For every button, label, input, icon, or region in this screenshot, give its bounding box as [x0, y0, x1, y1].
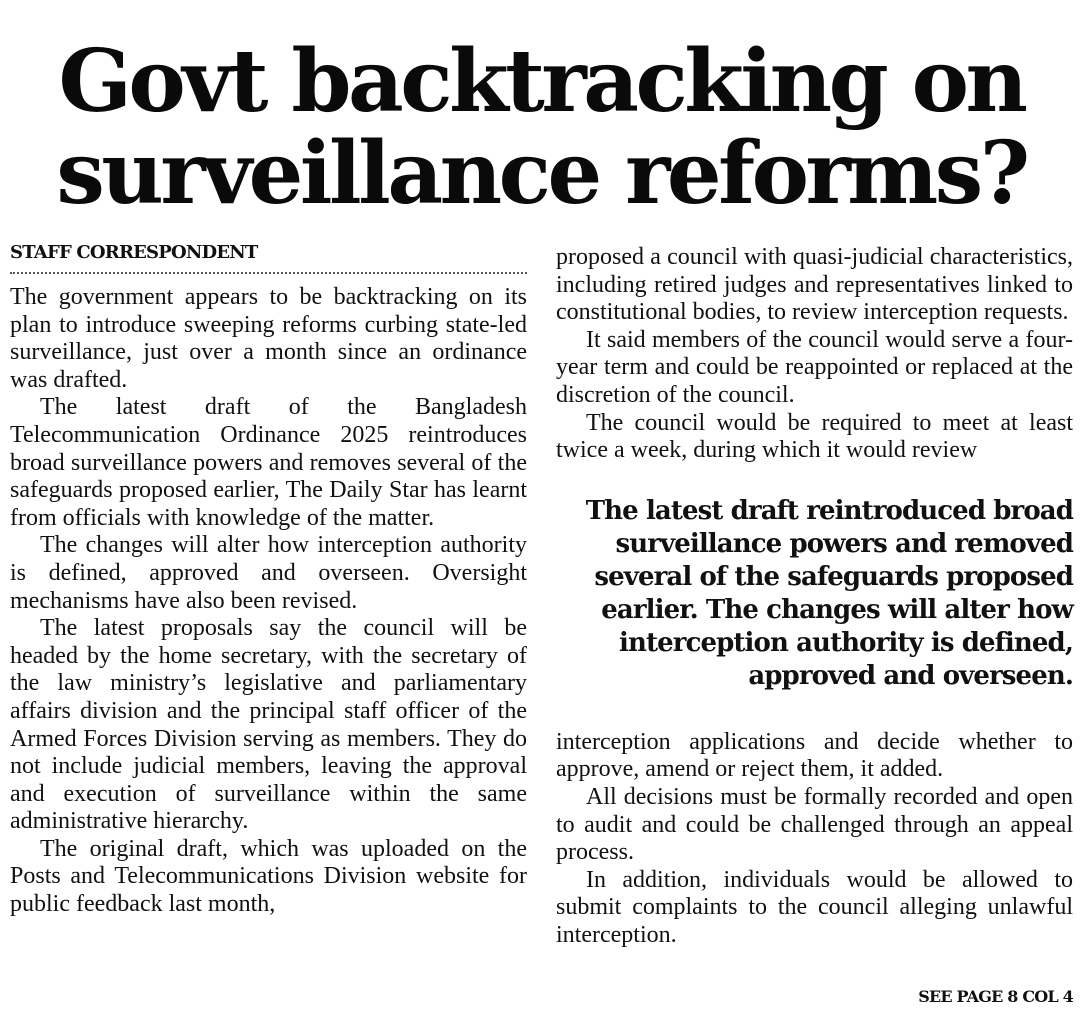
- left-column: [10, 240, 527, 919]
- right-column: [556, 244, 1073, 950]
- body-paragraph-4: The latest proposals say the council will be headed by the home secretary, with the secretary of the law ministry’s legislative and parliamentary affairs division and the principal staff officer of the Armed Forces Division serving as members. They do not include judicial members, leaving the approval and execution of surveillance within the same administrative hierarchy.: [10, 615, 527, 835]
- body-paragraph-11: In addition, individuals would be allowed to submit complaints to the council alleging unlawful interception.: [556, 866, 1073, 948]
- body-paragraph-2: The latest draft of the Bangladesh Telecommunication Ordinance 2025 reintroduces broad surveillance powers and removes several of the safeguards proposed earlier, The Daily Star has learnt from officials with knowledge of the matter.: [10, 394, 527, 531]
- headline-line-2: surveillance reforms?: [56, 123, 1027, 224]
- headline-line-1: Govt backtracking on: [58, 31, 1025, 132]
- headline: [0, 31, 1083, 224]
- body-paragraph-3: The changes will alter how interception authority is defined, approved and overseen. Oversight mechanisms have also been revised.: [10, 532, 527, 614]
- body-paragraph-6: proposed a council with quasi-judicial characteristics, including retired judges and representatives linked to constitutional bodies, to review interception requests.: [556, 244, 1073, 326]
- byline: STAFF CORRESPONDENT: [10, 240, 527, 274]
- pull-quote: The latest draft reintroduced broad surveillance powers and removed several of the safeguards proposed earlier. The changes will alter how interception authority is defined, approved and overseen.: [585, 495, 1073, 691]
- body-paragraph-1: The government appears to be backtracking on its plan to introduce sweeping reforms curbing state-led surveillance, just over a month since an ordinance was drafted.: [10, 284, 527, 393]
- body-paragraph-7: It said members of the council would serve a four-year term and could be reappointed or replaced at the discretion of the council.: [556, 326, 1073, 408]
- body-paragraph-5: The original draft, which was uploaded on the Posts and Telecommunications Division website for public feedback last month,: [10, 835, 527, 918]
- jump-line: SEE PAGE 8 COL 4: [918, 987, 1073, 1006]
- body-paragraph-10: All decisions must be formally recorded and open to audit and could be challenged through an appeal process.: [556, 783, 1073, 866]
- body-paragraph-9: interception applications and decide whether to approve, amend or reject them, it added.: [556, 728, 1073, 783]
- body-paragraph-8: The council would be required to meet at least twice a week, during which it would review: [556, 409, 1073, 464]
